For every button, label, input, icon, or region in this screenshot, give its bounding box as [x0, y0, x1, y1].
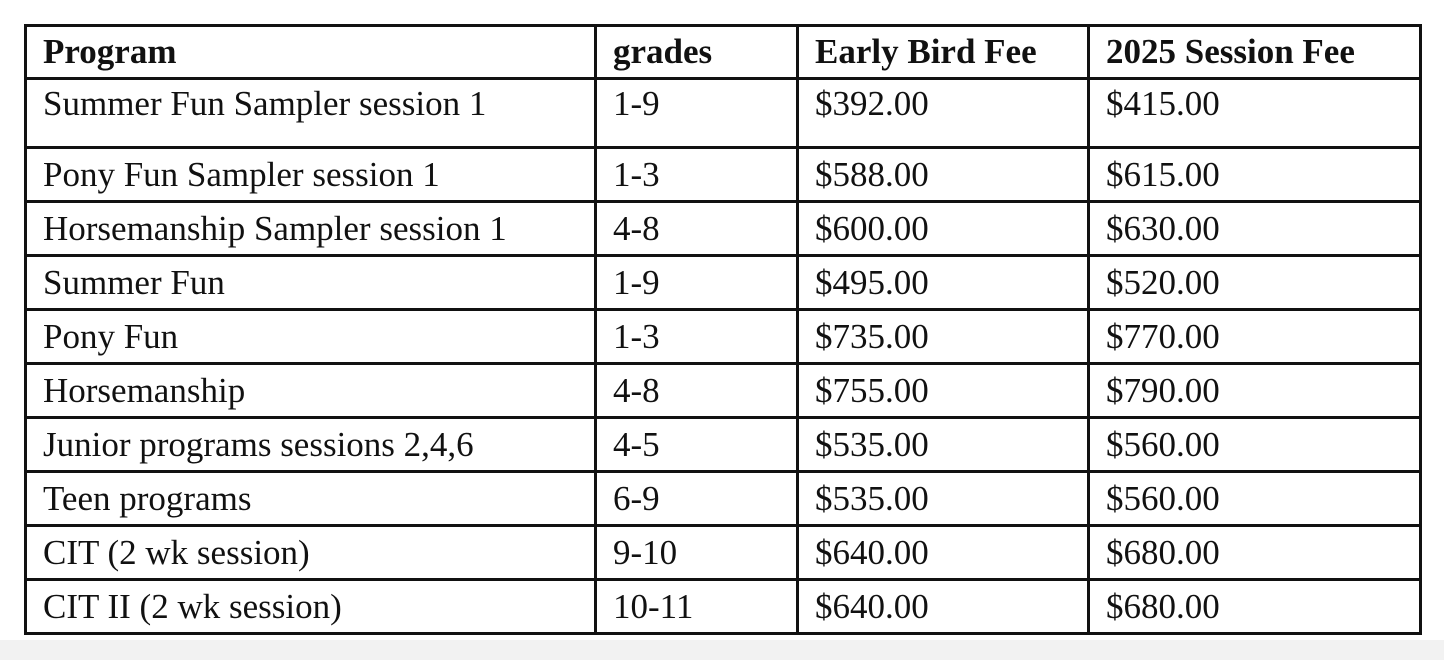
table-row [26, 79, 1421, 148]
table-row [26, 418, 1421, 472]
session-fee-cell: $415.00 [1089, 79, 1421, 148]
grades-cell: 1-9 [596, 79, 798, 148]
program-cell: Summer Fun [26, 256, 596, 310]
program-cell: Horsemanship [26, 364, 596, 418]
grades-cell: 4-8 [596, 364, 798, 418]
session-fee-cell: $560.00 [1089, 418, 1421, 472]
early-bird-fee-cell: $392.00 [798, 79, 1089, 148]
table-row [26, 526, 1421, 580]
header-early-bird-fee: Early Bird Fee [798, 26, 1089, 79]
early-bird-fee-cell: $640.00 [798, 526, 1089, 580]
session-fee-cell: $680.00 [1089, 580, 1421, 634]
program-cell: Pony Fun [26, 310, 596, 364]
header-session-fee: 2025 Session Fee [1089, 26, 1421, 79]
early-bird-fee-cell: $535.00 [798, 418, 1089, 472]
early-bird-fee-cell: $535.00 [798, 472, 1089, 526]
early-bird-fee-cell: $735.00 [798, 310, 1089, 364]
session-fee-cell: $560.00 [1089, 472, 1421, 526]
table-row [26, 364, 1421, 418]
session-fee-cell: $790.00 [1089, 364, 1421, 418]
table-row [26, 256, 1421, 310]
program-cell: Junior programs sessions 2,4,6 [26, 418, 596, 472]
grades-cell: 10-11 [596, 580, 798, 634]
session-fee-cell: $770.00 [1089, 310, 1421, 364]
early-bird-fee-cell: $588.00 [798, 148, 1089, 202]
grades-cell: 4-5 [596, 418, 798, 472]
session-fee-cell: $520.00 [1089, 256, 1421, 310]
grades-cell: 6-9 [596, 472, 798, 526]
grades-cell: 1-3 [596, 148, 798, 202]
table-row [26, 148, 1421, 202]
fee-table [24, 24, 1422, 635]
table-row [26, 202, 1421, 256]
early-bird-fee-cell: $600.00 [798, 202, 1089, 256]
grades-cell: 4-8 [596, 202, 798, 256]
table-row [26, 310, 1421, 364]
program-cell: CIT II (2 wk session) [26, 580, 596, 634]
program-cell: Teen programs [26, 472, 596, 526]
program-cell: CIT (2 wk session) [26, 526, 596, 580]
program-cell: Horsemanship Sampler session 1 [26, 202, 596, 256]
session-fee-cell: $615.00 [1089, 148, 1421, 202]
grades-cell: 1-9 [596, 256, 798, 310]
grades-cell: 1-3 [596, 310, 798, 364]
grades-cell: 9-10 [596, 526, 798, 580]
early-bird-fee-cell: $640.00 [798, 580, 1089, 634]
session-fee-cell: $630.00 [1089, 202, 1421, 256]
early-bird-fee-cell: $495.00 [798, 256, 1089, 310]
bottom-margin-band [0, 640, 1444, 660]
session-fee-cell: $680.00 [1089, 526, 1421, 580]
table-row [26, 580, 1421, 634]
table-row [26, 472, 1421, 526]
program-cell: Pony Fun Sampler session 1 [26, 148, 596, 202]
program-cell: Summer Fun Sampler session 1 [26, 79, 596, 148]
table-header-row [26, 26, 1421, 79]
header-grades: grades [596, 26, 798, 79]
early-bird-fee-cell: $755.00 [798, 364, 1089, 418]
header-program: Program [26, 26, 596, 79]
